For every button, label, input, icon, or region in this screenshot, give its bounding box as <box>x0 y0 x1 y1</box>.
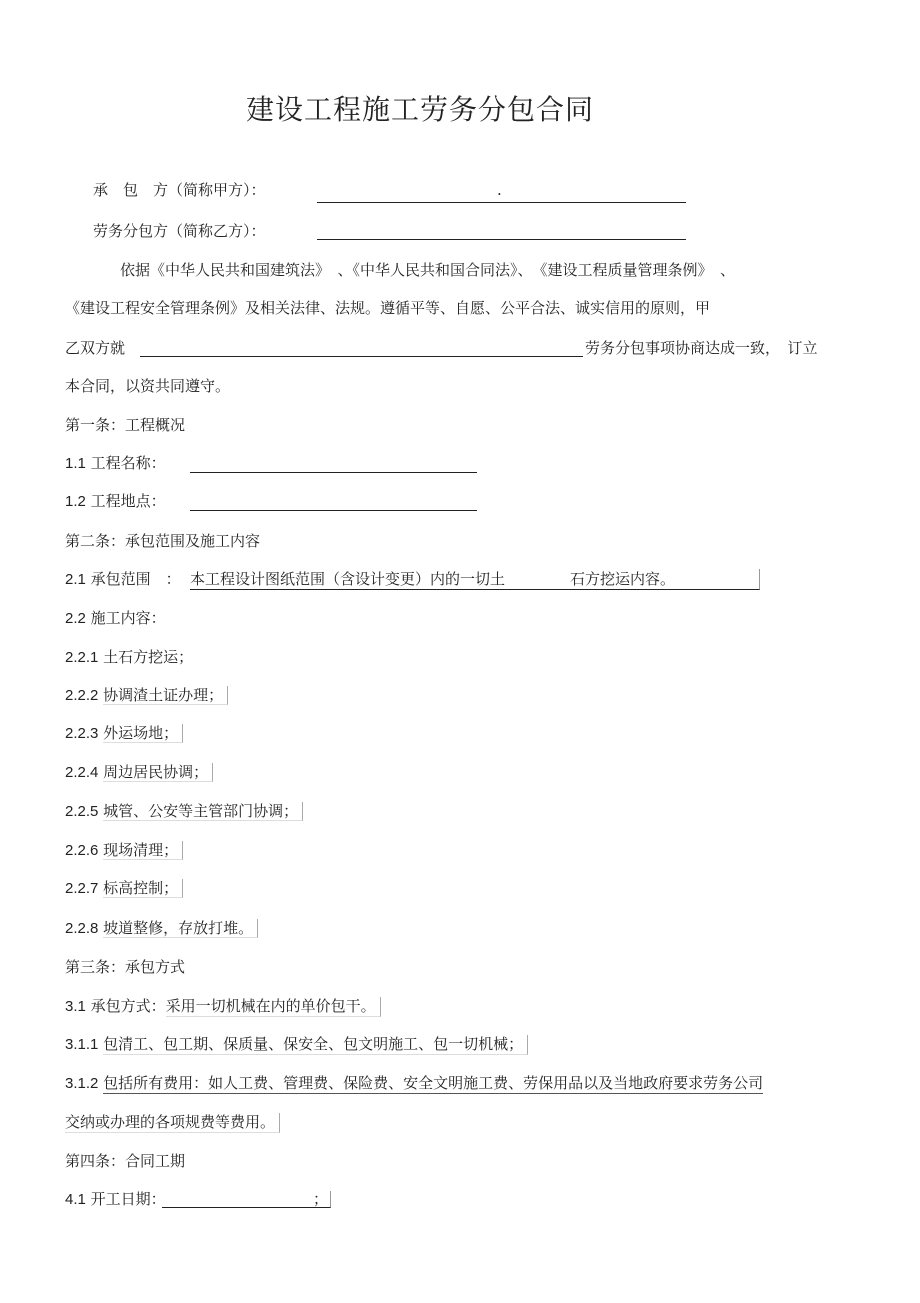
scope-text-a: 本工程设计图纸范围（含设计变更）内的一切土 <box>190 570 506 588</box>
scope-label: 承包范围 ： <box>90 570 181 588</box>
start-date-label: 开工日期： <box>90 1190 166 1208</box>
content-item-number: 2.2.4 <box>65 764 99 781</box>
article-2-heading: 第二条：承包范围及施工内容 <box>65 532 261 550</box>
content-item-text: 标高控制； <box>103 879 183 898</box>
content-item <box>65 685 228 706</box>
project-blank[interactable] <box>140 356 583 357</box>
party-b-blank[interactable] <box>317 239 686 240</box>
start-date-blank[interactable] <box>162 1191 331 1208</box>
content-item-text: 现场清理； <box>103 841 183 860</box>
article-4-heading: 第四条：合同工期 <box>65 1152 186 1170</box>
content-item <box>65 723 183 744</box>
content-item-text: 协调渣土证办理； <box>103 686 228 705</box>
start-date-end: ； <box>313 1190 329 1208</box>
project-name-row <box>65 453 166 474</box>
content-heading <box>65 608 166 629</box>
article-1-heading: 第一条：工程概况 <box>65 416 186 434</box>
content-item-text: 坡道整修，存放打堆。 <box>103 919 258 938</box>
project-name-label: 工程名称： <box>90 454 166 472</box>
intro-line-4: 本合同，以资共同遵守。 <box>65 377 231 395</box>
project-location-blank[interactable] <box>190 510 477 511</box>
start-date-row <box>65 1189 166 1210</box>
clause-3-1-1-text: 包清工、包工期、保质量、保安全、包文明施工、包一切机械； <box>103 1035 528 1055</box>
content-item-number: 2.2.6 <box>65 842 99 859</box>
content-item-number: 2.2.5 <box>65 803 99 820</box>
project-location-row <box>65 491 166 512</box>
content-item <box>65 878 183 899</box>
intro-line-2: 《建设工程安全管理条例》及相关法律、法规。遵循平等、自愿、公平合法、诚实信用的原则，甲 <box>65 299 711 317</box>
contract-title: 建设工程施工劳务分包合同 <box>245 93 594 126</box>
clause-3-1-2-cont <box>65 1112 280 1132</box>
content-item <box>65 918 258 939</box>
content-item-number: 2.2.2 <box>65 687 99 704</box>
party-a-mark: . <box>497 181 502 199</box>
content-item-text: 土石方挖运； <box>103 648 194 666</box>
content-item-text: 城管、公安等主管部门协调； <box>103 802 303 821</box>
clause-number: 1.1 <box>65 455 86 472</box>
content-item-number: 2.2.8 <box>65 920 99 937</box>
content-item <box>65 840 183 861</box>
party-a-label: 承 包 方（简称甲方）： <box>93 181 266 199</box>
content-item-number: 2.2.3 <box>65 725 99 742</box>
project-name-blank[interactable] <box>190 472 477 473</box>
scope-row <box>65 569 181 590</box>
content-item-text: 外运场地； <box>103 724 183 743</box>
scope-text-b: 石方挖运内容。 <box>570 570 676 588</box>
clause-number: 2.2 <box>65 610 86 627</box>
article-3-heading: 第三条：承包方式 <box>65 958 186 976</box>
contract-method-row <box>65 996 381 1017</box>
content-item <box>65 762 213 783</box>
content-item <box>65 647 193 668</box>
clause-number: 3.1.1 <box>65 1036 99 1053</box>
clause-3-1-2 <box>65 1073 763 1094</box>
scope-value <box>190 569 760 590</box>
content-item-number: 2.2.1 <box>65 649 99 666</box>
intro-line-1: 依据《中华人民共和国建筑法》 、《中华人民共和国合同法》、 《建设工程质量管理条例》 、 <box>120 261 736 279</box>
content-item-number: 2.2.7 <box>65 880 99 897</box>
clause-number: 4.1 <box>65 1191 86 1208</box>
clause-number: 2.1 <box>65 571 86 588</box>
contract-method-value: 采用一切机械在内的单价包干。 <box>166 997 381 1017</box>
clause-3-1-2-text-b: 交纳或办理的各项规费等费用。 <box>65 1113 280 1133</box>
intro-line-3-end: 劳务分包事项协商达成一致， 订立 <box>585 339 818 357</box>
party-a-blank[interactable] <box>317 202 686 203</box>
clause-3-1-1 <box>65 1034 528 1055</box>
clause-number: 3.1 <box>65 998 86 1015</box>
clause-number: 3.1.2 <box>65 1075 99 1092</box>
content-label: 施工内容： <box>90 609 166 627</box>
project-location-label: 工程地点： <box>90 492 166 510</box>
clause-number: 1.2 <box>65 493 86 510</box>
content-item-text: 周边居民协调； <box>103 763 213 782</box>
intro-line-3-start: 乙双方就 <box>65 339 126 357</box>
contract-method-label: 承包方式： <box>90 997 166 1015</box>
party-b-label: 劳务分包方（简称乙方）： <box>93 222 266 240</box>
content-item <box>65 801 303 822</box>
clause-3-1-2-text-a: 包括所有费用：如人工费、管理费、保险费、安全文明施工费、劳保用品以及当地政府要求劳务公司 <box>103 1074 764 1092</box>
